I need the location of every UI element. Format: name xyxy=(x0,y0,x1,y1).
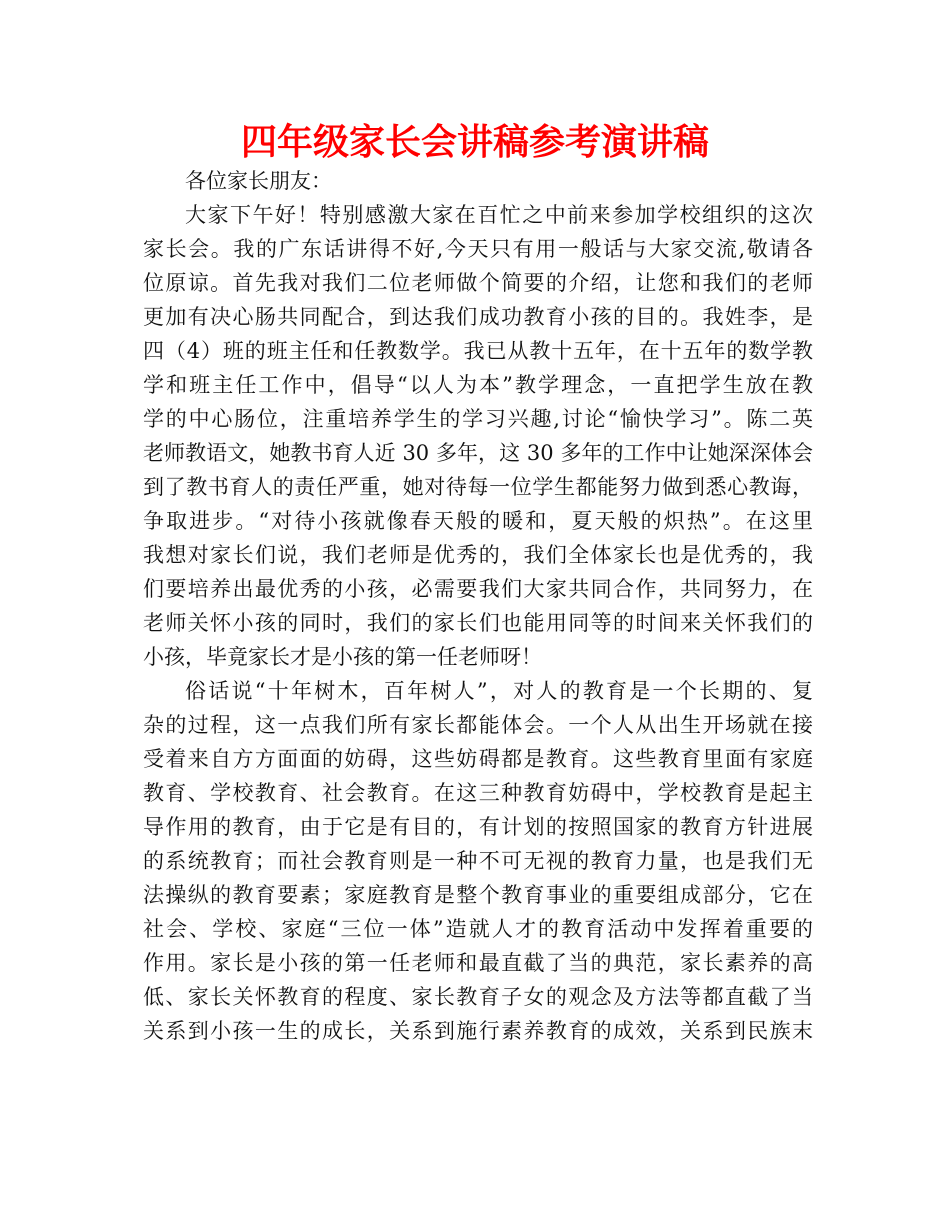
text-line: 老师教语文，她教书育人近 30 多年，这 30 多年的工作中让她深深体会 xyxy=(143,441,813,465)
text-line: 教育、学校教育、社会教育。在这三种教育妨碍中，学校教育是起主 xyxy=(143,781,813,805)
text-line: 小孩，毕竟家长才是小孩的第一任老师呀！ xyxy=(143,645,542,669)
text-line: 学和班主任工作中，倡导“以人为本”教学理念，一直把学生放在教 xyxy=(143,373,813,397)
text-line: 我想对家长们说，我们老师是优秀的，我们全体家长也是优秀的，我 xyxy=(143,543,813,567)
speech-body xyxy=(143,164,813,1048)
page-title: 四年级家长会讲稿参考演讲稿 xyxy=(240,122,709,163)
text-line: 导作用的教育，由于它是有目的，有计划的按照国家的教育方针进展 xyxy=(143,815,813,839)
text-line: 大家下午好！特别感激大家在百忙之中前来参加学校组织的这次 xyxy=(185,203,813,227)
text-line: 学的中心肠位，注重培养学生的学习兴趣,讨论“愉快学习”。陈二英 xyxy=(143,407,813,431)
text-line: 低、家长关怀教育的程度、家长教育子女的观念及方法等都直截了当 xyxy=(143,985,813,1009)
text-line: 的系统教育；而社会教育则是一种不可无视的教育力量，也是我们无 xyxy=(143,849,813,873)
text-line: 更加有决心肠共同配合，到达我们成功教育小孩的目的。我姓李，是 xyxy=(143,305,813,329)
text-line: 俗话说“十年树木，百年树人”，对人的教育是一个长期的、复 xyxy=(185,679,813,703)
salutation-line: 各位家长朋友： xyxy=(185,169,332,193)
text-line: 关系到小孩一生的成长，关系到施行素养教育的成效，关系到民族末 xyxy=(143,1019,813,1043)
text-line: 到了教书育人的责任严重，她对待每一位学生都能努力做到悉心教诲， xyxy=(143,475,813,499)
text-line: 作用。家长是小孩的第一任老师和最直截了当的典范，家长素养的高 xyxy=(143,951,813,975)
text-line: 争取进步。“对待小孩就像春天般的暖和，夏天般的炽热”。在这里 xyxy=(143,509,813,533)
text-line: 受着来自方方面面的妨碍，这些妨碍都是教育。这些教育里面有家庭 xyxy=(143,747,813,771)
text-line: 位原谅。首先我对我们二位老师做个简要的介绍，让您和我们的老师 xyxy=(143,271,813,295)
text-line: 们要培养出最优秀的小孩，必需要我们大家共同合作，共同努力，在 xyxy=(143,577,813,601)
text-line: 杂的过程，这一点我们所有家长都能体会。一个人从出生开场就在接 xyxy=(143,713,813,737)
text-line: 社会、学校、家庭“三位一体”造就人才的教育活动中发挥着重要的 xyxy=(143,917,813,941)
text-line: 四（4）班的班主任和任教数学。我已从教十五年，在十五年的数学教 xyxy=(143,339,813,363)
text-line: 老师关怀小孩的同时，我们的家长们也能用同等的时间来关怀我们的 xyxy=(143,611,813,635)
text-line: 法操纵的教育要素；家庭教育是整个教育事业的重要组成部分，它在 xyxy=(143,883,813,907)
text-line: 家长会。我的广东话讲得不好,今天只有用一般话与大家交流,敬请各 xyxy=(143,237,813,261)
